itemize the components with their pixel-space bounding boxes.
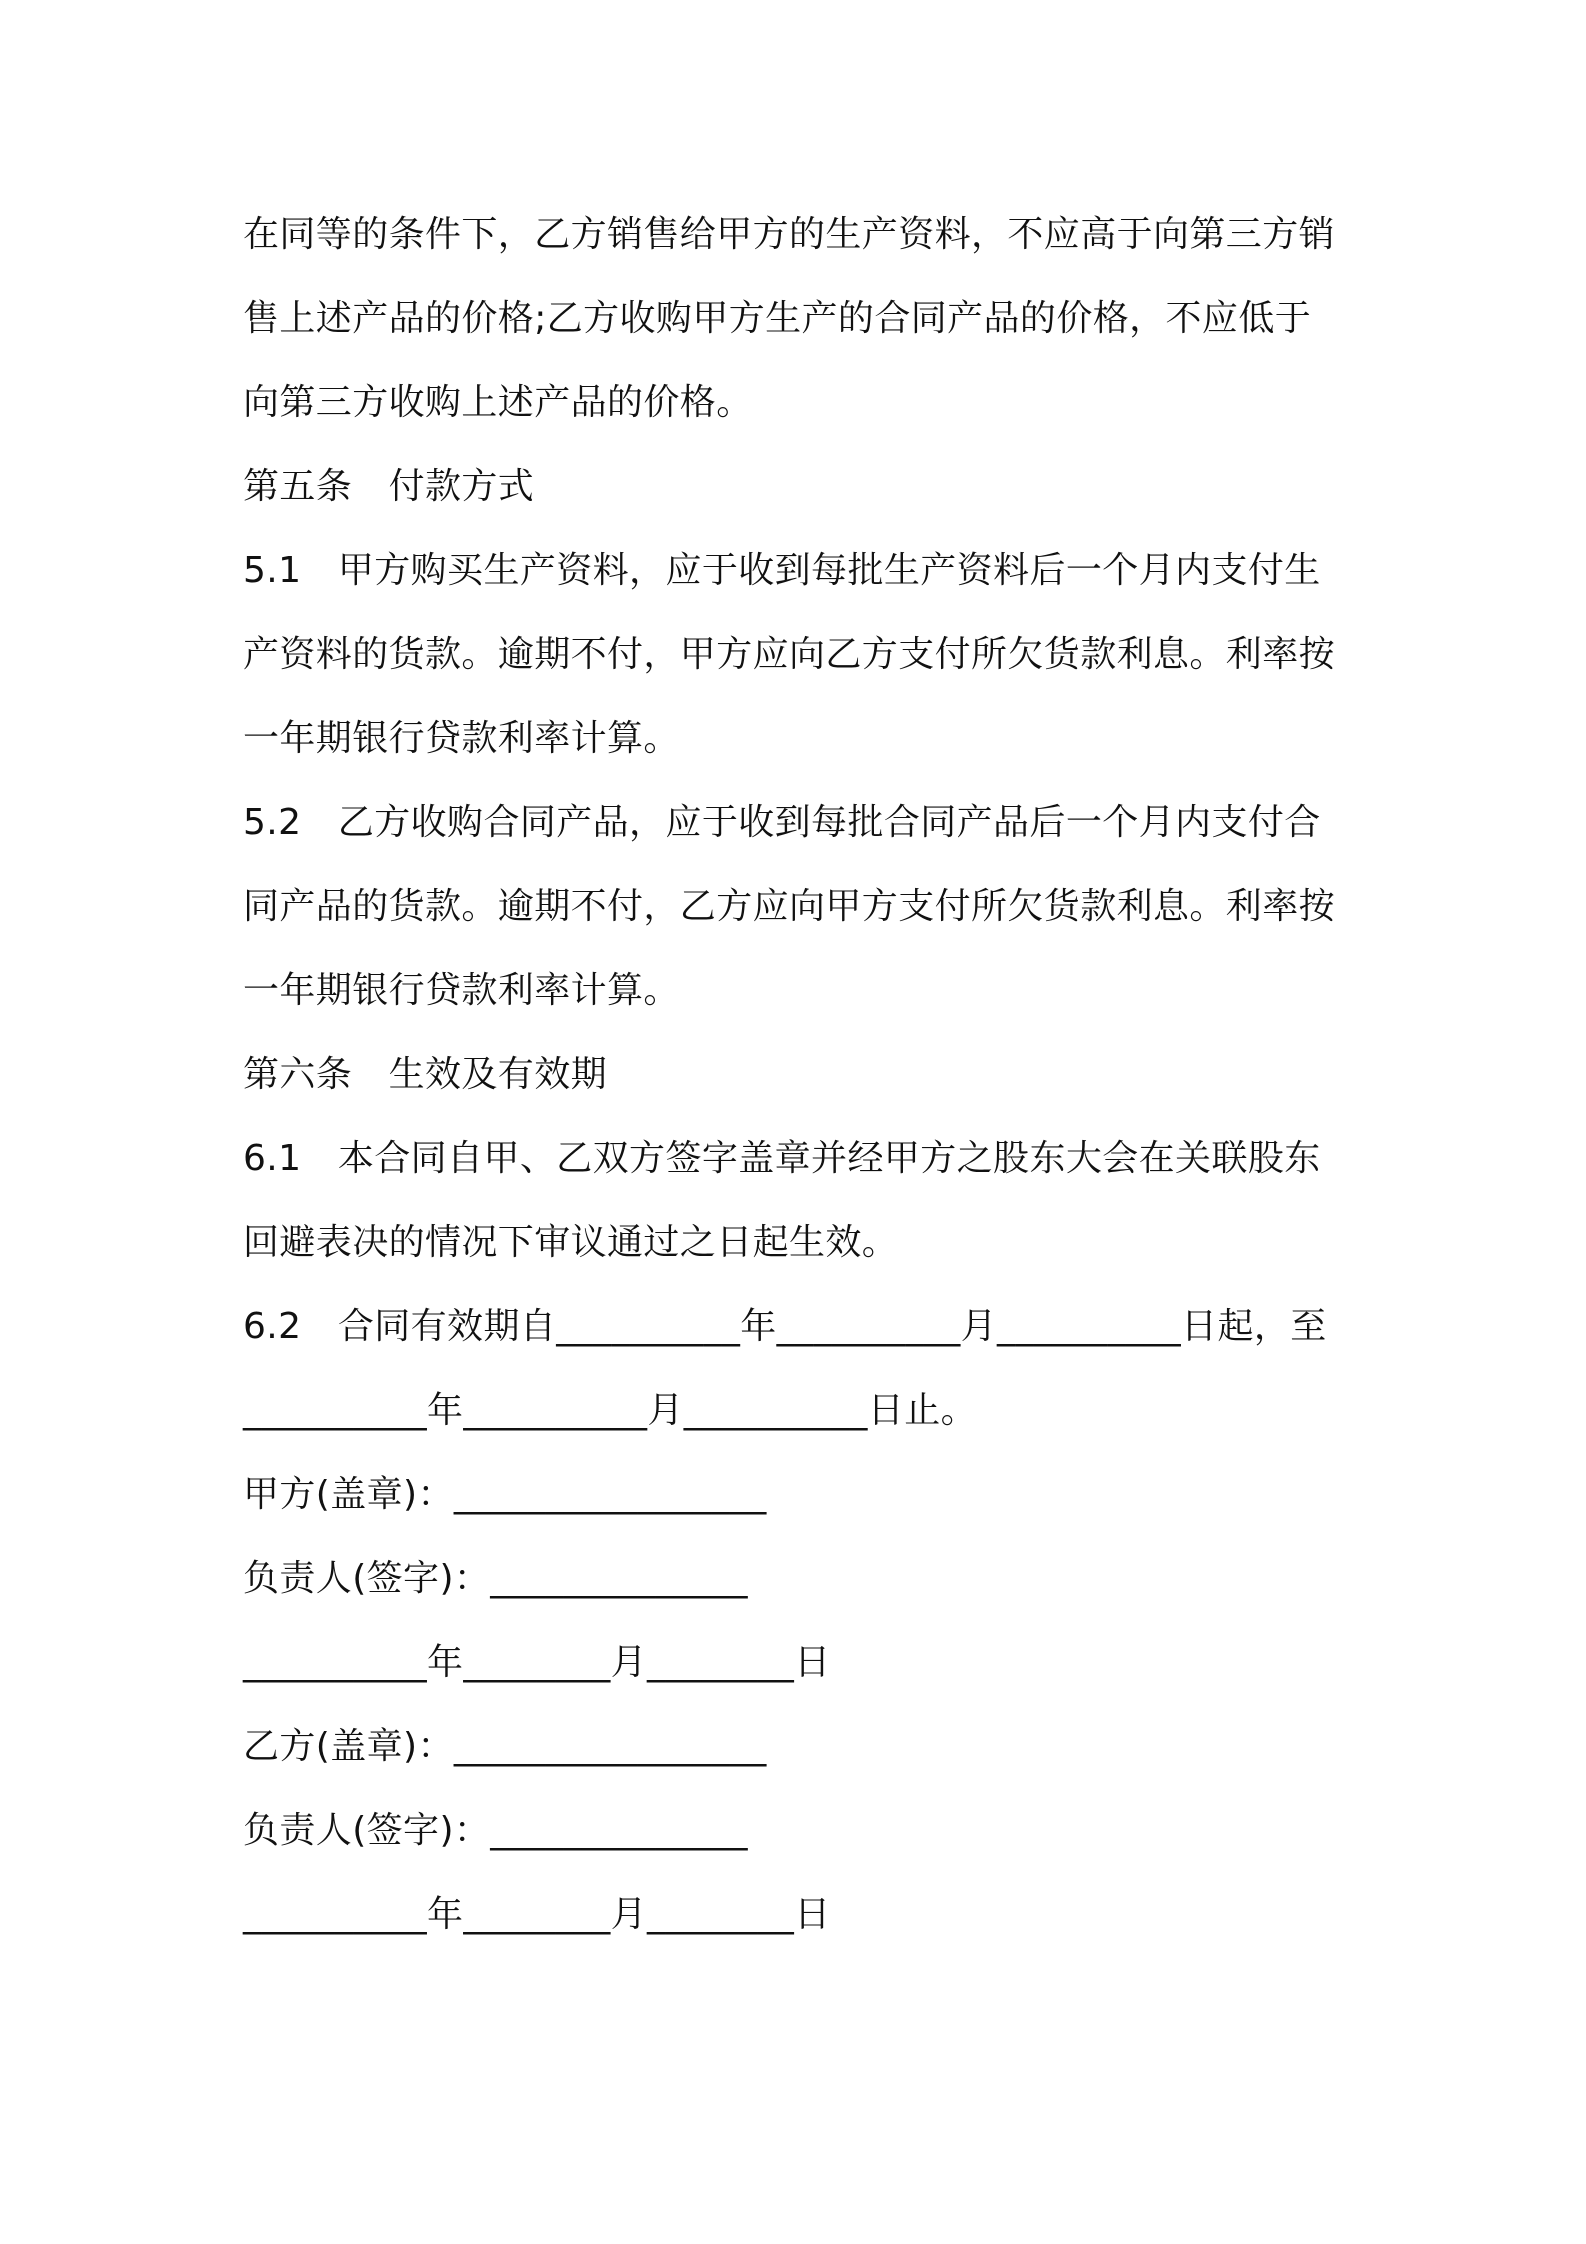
paragraph-line: 在同等的条件下，乙方销售给甲方的生产资料，不应高于向第三方销: [243, 214, 1336, 255]
party-b-seal-field: 乙方(盖章)：_________________: [243, 1726, 767, 1767]
paragraph-line: 同产品的货款。逾期不付，乙方应向甲方支付所欠货款利息。利率按: [243, 886, 1336, 927]
party-a-date-field: __________年________月________日: [243, 1642, 831, 1683]
clause-5-1: 5.1 甲方购买生产资料，应于收到每批生产资料后一个月内支付生: [243, 550, 1321, 591]
clause-6-2: 6.2 合同有效期自__________年__________月__________日起，至: [243, 1306, 1327, 1347]
paragraph-line: 回避表决的情况下审议通过之日起生效。: [243, 1222, 899, 1263]
party-a-seal-field: 甲方(盖章)：_________________: [243, 1474, 767, 1515]
paragraph-line: 向第三方收购上述产品的价格。: [243, 382, 753, 423]
paragraph-line: 售上述产品的价格;乙方收购甲方生产的合同产品的价格，不应低于: [243, 298, 1312, 339]
validity-end-date: __________年__________月__________日止。: [243, 1390, 977, 1431]
paragraph-line: 产资料的货款。逾期不付，甲方应向乙方支付所欠货款利息。利率按: [243, 634, 1336, 675]
document-body: [243, 193, 1363, 1957]
clause-6-1: 6.1 本合同自甲、乙双方签字盖章并经甲方之股东大会在关联股东: [243, 1138, 1321, 1179]
paragraph-line: 一年期银行贷款利率计算。: [243, 718, 680, 759]
party-b-signatory-field: 负责人(签字)：______________: [243, 1810, 748, 1851]
clause-5-2: 5.2 乙方收购合同产品，应于收到每批合同产品后一个月内支付合: [243, 802, 1321, 843]
article-5-heading: 第五条 付款方式: [243, 466, 535, 507]
article-6-heading: 第六条 生效及有效期: [243, 1054, 608, 1095]
paragraph-line: 一年期银行贷款利率计算。: [243, 970, 680, 1011]
party-b-date-field: __________年________月________日: [243, 1894, 831, 1935]
party-a-signatory-field: 负责人(签字)：______________: [243, 1558, 748, 1599]
